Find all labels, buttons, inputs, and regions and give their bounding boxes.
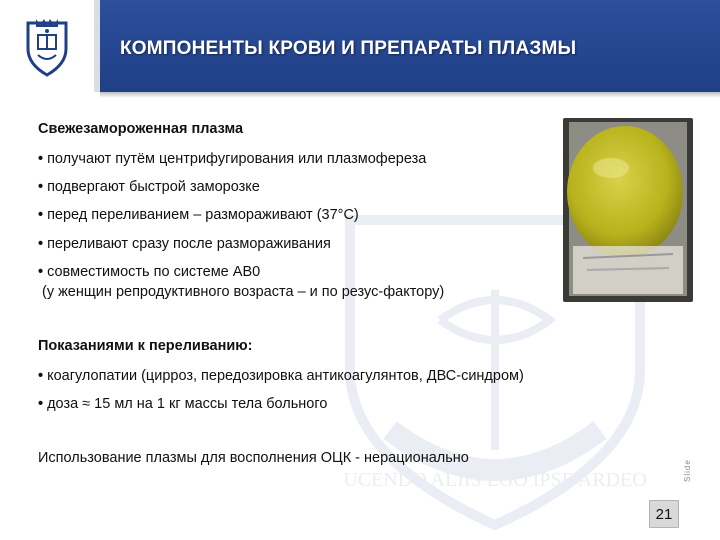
list-item-text: коагулопатии (цирроз, передозировка антикоагулянтов, ДВС-синдром): [47, 368, 524, 384]
list-item: • доза ≈ 15 мл на 1 кг массы тела больного: [38, 396, 328, 413]
slide-label: Slide: [683, 459, 692, 482]
list-item: • переливают сразу после размораживания: [38, 235, 331, 252]
conclusion-text: Использование плазмы для восполнения ОЦК - нерационально: [38, 450, 469, 467]
list-item: • подвергают быстрой заморозке: [38, 179, 260, 196]
university-crest-logo: [24, 15, 70, 77]
list-item-text: переливают сразу после размораживания: [47, 235, 331, 252]
section1-title: Свежезамороженная плазма: [38, 121, 244, 137]
plasma-bag-photo: [563, 118, 693, 302]
page-title: КОМПОНЕНТЫ КРОВИ И ПРЕПАРАТЫ ПЛАЗМЫ: [120, 38, 577, 59]
slide-number: 21: [649, 500, 679, 528]
list-item: • совместимость по системе АВ0: [38, 263, 261, 280]
list-item: • перед переливанием – размораживают (37°С): [38, 207, 359, 224]
section2-title: Показаниями к переливанию:: [38, 337, 253, 354]
list-item-text: доза ≈ 15 мл на 1 кг массы тела больного: [47, 396, 328, 413]
list-item-text: перед переливанием – размораживают (37°С): [47, 207, 359, 224]
rh-factor-note: (у женщин репродуктивного возраста – и по резус-фактору): [42, 283, 445, 300]
list-item: • коагулопатии (цирроз, передозировка антикоагулянтов, ДВС-синдром): [38, 368, 524, 384]
watermark-motto: UCENDO ALIIS EGO IPSE ARDEO: [343, 469, 647, 491]
list-item-text: получают путём центрифугирования или плазмофереза: [47, 151, 427, 168]
list-item-text: совместимость по системе АВ0: [47, 263, 261, 280]
list-item-text: подвергают быстрой заморозке: [47, 179, 260, 196]
list-item: • получают путём центрифугирования или плазмофереза: [38, 151, 427, 168]
logo-panel: [0, 0, 100, 92]
